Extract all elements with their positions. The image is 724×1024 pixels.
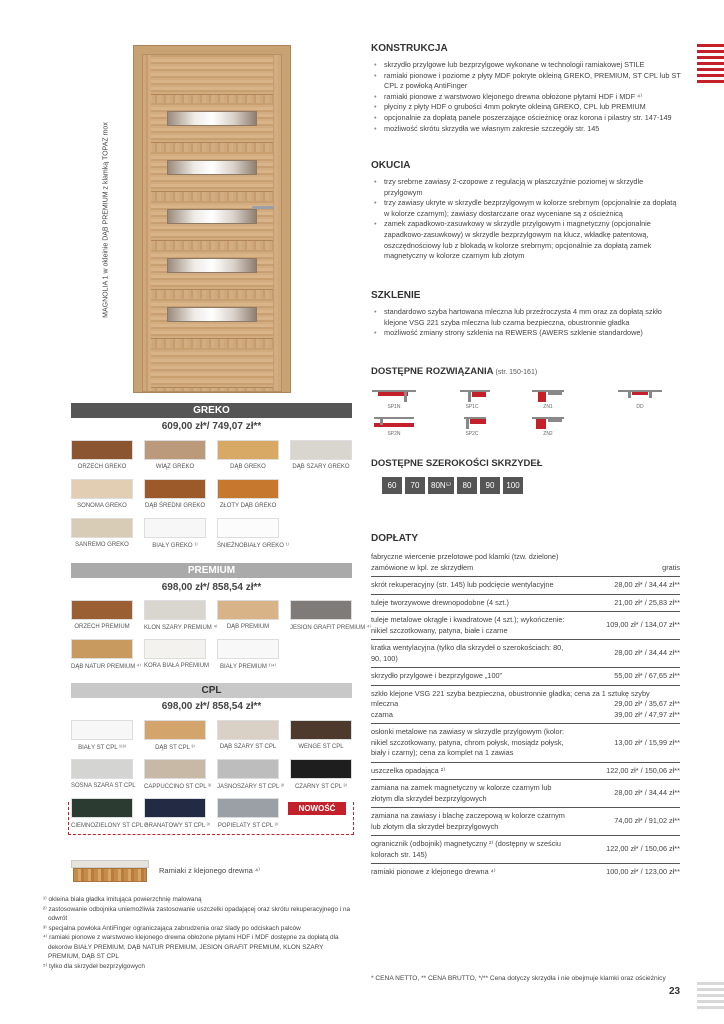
swatch-chip — [217, 639, 279, 659]
swatch-chip — [217, 720, 279, 740]
greko-price: 609,00 zł*/ 749,07 zł** — [161, 421, 262, 432]
swatch-chip — [290, 440, 352, 460]
table-row: zamiana na zamek magnetyczny w kolorze czarnym lub złotym dla skrzydeł bezprzylgowych 28,00 zł* / 34,44 zł** — [371, 780, 680, 808]
swatch-chip — [144, 479, 206, 499]
solution-zn1: ZN1 — [526, 388, 570, 410]
widths-list — [382, 477, 523, 494]
price-note: * CENA NETTO, ** CENA BRUTTO, */** Cena dotyczy skrzydła i nie obejmuje klamki oraz ościeżnicy — [371, 975, 666, 982]
swatch-chip — [71, 479, 133, 499]
swatch — [71, 440, 133, 479]
swatch — [290, 600, 371, 639]
swatch-label: DĄB SZARY GREKO — [292, 464, 350, 470]
solution-sp2c: SP2C — [450, 415, 494, 437]
ramiaki-label: Ramiaki z klejonego drewna ⁴⁾ — [159, 866, 260, 875]
list-item: • zamek zapadkowo-zasuwkowy w skrzydle przylgowym i magnetyczny (opcjonalnie zapadkowo-zasuwkowy) w skrzydle bezprzylgowym na klucz, wkładkę patentową, oszczędnościowy lub z blokadą w kolorze srebrnym; opcjonalnie za dopłatą zamek magnetyczny w kolorze czarnym lub złotym — [371, 219, 681, 261]
swatch-label: ORZECH GREKO — [77, 464, 127, 470]
swatch-chip — [71, 639, 133, 659]
decorative-stripes-top — [697, 44, 724, 86]
swatch-label: JESION GRAFIT PREMIUM ⁴⁾ — [290, 625, 371, 631]
list-item: • płyciny z płyty HDF o grubości 4mm pokryte okleiną GREKO, CPL lub PREMIUM — [371, 102, 681, 113]
table-row: osłonki metalowe na zawiasy w skrzydle przylgowym (kolor: nikiel szczotkowany, patyna, chrom połysk, mosiądz połysk, biały i czarny); cena za komplet na 1 zawias 13,00 zł* / 15,99 zł** — [371, 724, 680, 763]
greko-header: GREKO — [71, 403, 352, 418]
swatch-chip — [290, 600, 352, 620]
list-item: • standardowo szyba hartowana mleczna lub przeźroczysta 4 mm oraz za dopłatą szkło klejone VSG 221 szyba mleczna lub czarna bezpieczna, obustronnie gładka — [371, 307, 681, 328]
swatch-chip — [144, 518, 206, 538]
swatch-chip — [71, 720, 133, 740]
cpl-price: 698,00 zł*/ 858,54 zł** — [161, 701, 262, 712]
swatch-label: SOSNA SZARA ST CPL — [71, 783, 136, 789]
swatch — [71, 518, 133, 557]
doplaty-title: DOPŁATY — [371, 533, 419, 544]
swatch — [217, 759, 285, 798]
swatch-chip — [144, 440, 206, 460]
swatch-chip — [71, 518, 133, 538]
swatch-label: ORZECH PREMIUM — [74, 624, 130, 630]
swatch-label: DĄB ST CPL ³⁾ — [155, 745, 195, 751]
table-row: ramiaki pionowe z klejonego drewna ⁴⁾ 100,00 zł* / 123,00 zł** — [371, 867, 680, 876]
page-number: 23 — [669, 986, 681, 997]
solution-zn2: ZN2 — [526, 415, 570, 437]
width-option: 100 — [503, 477, 523, 494]
swatch-chip — [217, 479, 279, 499]
premium-price: 698,00 zł*/ 858,54 zł** — [161, 582, 262, 593]
table-row: tuleje tworzywowe drewnopodobne (4 szt.) 21,00 zł* / 25,83 zł** — [371, 595, 680, 613]
new-badge: NOWOŚĆ — [288, 802, 346, 815]
swatch-label: ŚNIEŻNOBIAŁY GREKO ¹⁾ — [217, 543, 290, 549]
footnote: ⁴⁾ ramiaki pionowe z warstwowo klejonego drewna obłożone płytami HDF i MDF dostępne za dopłatą dla dekorów BIAŁY PREMIUM, DĄB NATUR PREMIUM, JESION GRAFIT PREMIUM, KLON SZARY PREMIUM, DĄB ST CPL — [43, 934, 339, 960]
swatch — [290, 720, 352, 759]
konstrukcja-title: KONSTRUKCJA — [371, 43, 448, 54]
swatch-label: DĄB NATUR PREMIUM ⁴⁾ — [71, 664, 141, 670]
swatch — [144, 518, 206, 557]
swatch-label: POPIELATY ST CPL ³⁾ — [217, 823, 279, 829]
width-option: 70 — [405, 477, 425, 494]
swatch-label: BIAŁY GREKO ¹⁾ — [152, 543, 198, 549]
swatch-chip — [217, 600, 279, 620]
solution-sp1c: SP1C — [450, 388, 494, 410]
swatch-label: DĄB PREMIUM — [226, 624, 270, 630]
width-option: 80 — [457, 477, 477, 494]
swatch-chip — [144, 759, 206, 779]
section-konstrukcja — [371, 43, 681, 134]
solution-dd: DD — [618, 388, 662, 410]
swatch — [144, 720, 206, 759]
swatch — [217, 639, 279, 678]
table-row: ogranicznik (odbojnik) magnetyczny ²⁾ (dostępny w sześciu kolorach str. 145) 122,00 zł* / 150,06 zł** — [371, 836, 680, 864]
premium-header: PREMIUM — [71, 563, 352, 578]
swatch — [217, 479, 279, 518]
width-option: 60 — [382, 477, 402, 494]
list-item: • skrzydło przylgowe lub bezprzylgowe wykonane w technologii ramiakowej STILE — [371, 60, 681, 71]
list-item: • możliwość zmiany strony szklenia na REWERS (AWERS szklenie standardowe) — [371, 328, 681, 339]
swatch-label: DĄB SZARY ST CPL — [219, 744, 277, 750]
swatch-chip — [144, 600, 206, 620]
list-item: • ramiaki pionowe z warstwowo klejonego drewna obłożone płytami HDF i MDF ⁴⁾ — [371, 92, 681, 103]
section-solutions — [371, 366, 681, 377]
swatch-label: ZŁOTY DĄB GREKO — [219, 503, 277, 509]
swatch-label: BIAŁY PREMIUM ¹⁾⁴⁾ — [219, 664, 277, 670]
swatch-chip — [71, 600, 133, 620]
solutions-pages: (str. 150-161) — [495, 369, 538, 376]
swatch — [144, 600, 218, 639]
table-row: skrzydło przylgowe i bezprzylgowe „100” 55,00 zł* / 67,65 zł** — [371, 668, 680, 686]
swatch-label: CZARNY ST CPL ³⁾ — [294, 784, 348, 790]
table-row: uszczelka opadająca ²⁾ 122,00 zł* / 150,06 zł** — [371, 763, 680, 781]
szklenie-title: SZKLENIE — [371, 290, 421, 301]
swatch-label: JASNOSZARY ST CPL ³⁾ — [217, 784, 285, 790]
swatch — [144, 759, 212, 798]
premium-swatches — [71, 600, 371, 678]
swatch — [71, 759, 136, 798]
door-caption: MAGNOLIA 1 w okleinie DĄB PREMIUM z klamką TOPAZ mox — [102, 122, 110, 318]
swatch — [217, 720, 279, 759]
width-option: 90 — [480, 477, 500, 494]
section-szklenie — [371, 290, 681, 339]
table-row: zamiana na zawiasy i blachę zaczepową w kolorze czarnym lub złotym dla skrzydeł bezprzylgowych 74,00 zł* / 91,02 zł** — [371, 808, 680, 836]
swatch-label: CAPPUCCINO ST CPL ³⁾ — [144, 784, 212, 790]
swatch-label: BIAŁY ST CPL ¹⁾³⁾ — [78, 745, 126, 751]
door-image — [133, 45, 291, 393]
doplaty-table — [371, 549, 680, 881]
swatch — [144, 479, 206, 518]
swatch-chip — [217, 518, 279, 538]
swatch — [71, 479, 133, 518]
swatch — [144, 440, 206, 479]
swatch-label: DĄB ŚREDNI GREKO — [144, 503, 205, 509]
table-row: szkło klejone VSG 221 szyba bezpieczna, obustronnie gładka; cena za 1 sztukę szyby mleczna 29,00 zł* / 35,67 zł** czarna 39,00 zł* / 47,97 zł** — [371, 686, 680, 725]
table-row: skrót rekuperacyjny (str. 145) lub podcięcie wentylacyjne 28,00 zł* / 34,44 zł** — [371, 577, 680, 595]
okucia-title: OKUCIA — [371, 160, 411, 171]
section-okucia — [371, 160, 681, 262]
section-doplaty — [371, 533, 681, 544]
swatch-chip — [144, 639, 206, 659]
swatch-label: GRANATOWY ST CPL ³⁾ — [144, 823, 211, 829]
swatch-chip — [290, 759, 352, 779]
swatch-chip — [217, 759, 279, 779]
table-row: kratka wentylacyjna (tylko dla skrzydeł o szerokościach: 80, 90, 100) 28,00 zł* / 34,44 zł** — [371, 640, 680, 668]
list-item: • możliwość skrótu skrzydła we własnym zakresie szczegóły str. 145 — [371, 124, 681, 135]
swatch-chip — [290, 720, 352, 740]
swatch — [217, 440, 279, 479]
widths-title: DOSTĘPNE SZEROKOŚCI SKRZYDEŁ — [371, 458, 543, 469]
door-handle — [252, 206, 274, 209]
footnote: ⁵⁾ tylko dla skrzydeł bezprzylgowych — [43, 962, 145, 970]
table-row: tuleje metalowe okrągłe i kwadratowe (4 szt.); wykończenie: nikiel szczotkowany, patyna, białe i czarne 109,00 zł* / 134,07 zł** — [371, 612, 680, 640]
footnote: ²⁾ zastosowanie odbojnika uniemożliwia zastosowanie uszczelki opadającej oraz skrótu rekuperacyjnego i na odwrót — [43, 905, 351, 922]
swatch — [144, 639, 210, 678]
swatch-label: SANREMO GREKO — [75, 542, 129, 548]
swatch — [217, 518, 290, 557]
swatch-label: WENGE ST CPL — [298, 744, 344, 750]
swatch-label: KORA BIAŁA PREMIUM — [144, 663, 210, 669]
swatch-chip — [144, 720, 206, 740]
swatch-chip — [71, 759, 133, 779]
swatch-chip — [217, 440, 279, 460]
solutions-title: DOSTĘPNE ROZWIĄZANIA — [371, 366, 494, 377]
swatch-label: CIEMNOZIELONY ST CPL ³⁾ — [71, 823, 149, 829]
decorative-stripes-bottom — [697, 982, 724, 1012]
list-item: • ramiaki pionowe i poziome z płyty MDF pokryte okleiną GREKO, PREMIUM, ST CPL lub ST CPL z powłoką AntiFinger — [371, 71, 681, 92]
cpl-header: CPL — [71, 683, 352, 698]
solution-sp1n: SP1N — [372, 388, 416, 410]
section-widths — [371, 458, 681, 469]
swatch — [71, 720, 133, 759]
swatch — [290, 759, 352, 798]
list-item: • trzy srebrne zawiasy 2-czopowe z regulacją w płaszczyźnie poziomej w skrzydle przylgowym — [371, 177, 681, 198]
swatch-label: WIĄZ GREKO — [155, 464, 195, 470]
swatch — [290, 440, 352, 479]
swatch — [290, 479, 352, 518]
swatch-label: DĄB GREKO — [230, 464, 266, 470]
swatch — [217, 600, 279, 639]
footnote: ¹⁾ okleina biała gładka imitująca powierzchnię malowaną — [43, 896, 202, 903]
swatch-label: SONOMA GREKO — [77, 503, 127, 509]
swatch-chip — [71, 440, 133, 460]
list-item: • opcjonalnie za dopłatą panele poszerzające ościeżnicę oraz korona i pilastry str. 147-149 — [371, 113, 681, 124]
swatch — [71, 600, 133, 639]
solution-sp2n: SP2N — [372, 415, 416, 437]
list-item: • trzy zawiasy ukryte w skrzydle bezprzylgowym w kolorze srebrnym (opcjonalnie za dopłatą w kolorze czarnym); zawiasy dostarczane oraz wyceniane są z ościeżnicą — [371, 198, 681, 219]
solutions-diagrams — [372, 388, 672, 440]
swatch — [71, 639, 141, 678]
table-row: fabryczne wiercenie przelotowe pod klamki (tzw. dzielone) zamówione w kpl. ze skrzydłem gratis — [371, 549, 680, 577]
swatch-label: KLON SZARY PREMIUM ⁴⁾ — [144, 625, 218, 631]
footnote: ³⁾ specjalna powłoka AntiFinger ograniczająca zabrudzenia oraz ślady po odciskach palców — [43, 924, 301, 932]
greko-swatches — [71, 440, 352, 557]
ramiaki-image — [71, 860, 149, 884]
width-option: 80N⁵⁾ — [428, 477, 454, 494]
footnotes — [43, 895, 353, 971]
